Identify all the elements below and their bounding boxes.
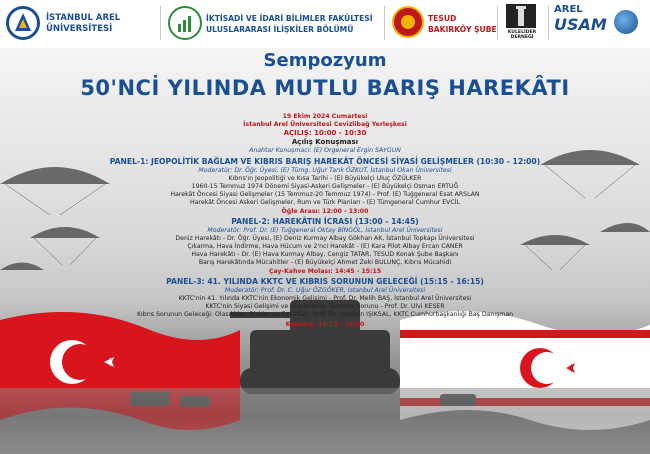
panel2-talk: Çıkarma, Hava İndirme, Hava Hücum ve 2'nci Harekât - (E) Kara Pilot Albay Ercan CANER <box>187 243 463 250</box>
poster-title: 50'NCİ YILINDA MUTLU BARIŞ HAREKÂTI <box>80 76 570 100</box>
panel2-title: PANEL-2: HAREKÂTIN İCRASI (13:00 - 14:45) <box>231 217 419 226</box>
lunch-break: Öğle Arası: 12:00 - 13:00 <box>281 208 369 215</box>
opening-speech: Açılış Konuşması <box>291 138 359 146</box>
panel3-talk: KKTC'nin 41. Yılında KKTC'nin Ekonomik Gelişimi - Prof. Dr. Melih BAŞ, İstanbul Arel Üniversitesi <box>178 295 472 302</box>
panel2-talk: Hava Harekâtı - Dr. (E) Hava Kurmay Albay, Cengiz TATAR, TESUD Konak Şube Başkanı <box>191 251 459 258</box>
panel1-talk: 1960-15 Temmuz 1974 Dönemi Siyasi-Askeri Gelişmeler - (E) Büyükelçi Osman ERTUĞ <box>191 183 459 190</box>
panel3-talk: Kıbrıs Sorunun Geleceği: Olasılıklar, Riskler ve Fırsatlar - Prof. Dr. Hüseyin IŞIKSAL, KKTC Cumhurbaşkanlığı Baş Danışman <box>136 311 514 318</box>
panel2-talk: Deniz Harekâtı - Dr. Öğr. Üyesi, (E) Deniz Kurmay Albay Gökhan AK, İstanbul Topkapı Üniversitesi <box>175 235 475 242</box>
logo-text-line: USAM <box>554 15 607 34</box>
tea-break: Çay-Kahve Molası: 14:45 - 15:15 <box>268 268 382 275</box>
poster-subtitle: Sempozyum <box>263 50 387 71</box>
logo-text-line: BAKIRKÖY ŞUBE <box>428 25 497 34</box>
event-date: 19 Ekim 2024 Cumartesi <box>282 113 368 120</box>
panel2-talk: Barış Harekâtında Mücahitler - (E) Büyükelçi Ahmet Zeki BULUNÇ, Kıbrıs Mücahidi <box>198 259 452 266</box>
keynote-speaker: Anahtar Konuşmacı: (E) Orgeneral Ergin SAYGUN <box>249 147 401 154</box>
panel3-title: PANEL-3: 41. YILINDA KKTC VE KIBRIS SORUNUN GELECEĞİ (15:15 - 16:15) <box>166 277 484 286</box>
logo-text-line: TESUD <box>428 14 457 23</box>
panel1-moderator: Moderatör: Dr. Öğr. Üyesi, (E) Tümg. Uğur Tarık ÖZKUT, İstanbul Okan Üniversitesi <box>198 167 452 174</box>
panel1-title: PANEL-1: JEOPOLİTİK BAĞLAM VE KIBRIS BARIŞ HAREKÂT ÖNCESİ SİYASİ GELİŞMELER (10:30 - 12:00) <box>109 157 541 166</box>
panel2-moderator: Moderatör: Prof. Dr. (E) Tuğgeneral Oktay BİNGÖL, İstanbul Arel Üniversitesi <box>207 227 443 234</box>
logo-text-line: ULUSLARARASI İLİŞKİLER BÖLÜMÜ <box>206 25 354 34</box>
logo-text-line: ÜNİVERSİTESİ <box>46 24 113 34</box>
panel3-talk: KKTC'nin Siyasi Gelişimi ve Uluslararası Tanınma Sorunu - Prof. Dr. Ulvi KESER <box>205 303 445 310</box>
panel3-moderator: Moderatör: Prof. Dr. C. Uğur ÖZGÖKER, İstanbul Arel Üniversitesi <box>224 287 426 294</box>
logo-text-line: AREL <box>554 4 583 15</box>
ground <box>0 388 650 454</box>
kulelider-text: KULELİDER DERNEĞİ <box>507 30 537 40</box>
logo-text-line: İSTANBUL AREL <box>46 13 121 23</box>
panel1-talk: Harekât Öncesi Siyasi Gelişmeler (15 Temmuz-20 Temmuz 1974) - Prof. (E) Tuğgeneral Esat ARSLAN <box>170 191 480 198</box>
panel1-talk: Kıbrıs'ın Jeopolitiği ve Kısa Tarihi - (E) Büyükelçi Uluç ÖZÜLKER <box>228 175 422 182</box>
closing-time: Kapanış: 16:15 - 16:30 <box>285 321 365 328</box>
panel1-talk: Harekât Öncesi Askeri Gelişmeler, Rum ve Türk Planları - (E) Tümgeneral Cumhur EVCİL <box>189 199 461 206</box>
event-venue: İstanbul Arel Üniversitesi Cevizlibağ Yerleşkesi <box>243 121 407 128</box>
logo-text-line: İKTİSADİ VE İDARİ BİLİMLER FAKÜLTESİ <box>206 14 373 23</box>
opening-time: AÇILIŞ: 10:00 - 10:30 <box>283 129 367 137</box>
